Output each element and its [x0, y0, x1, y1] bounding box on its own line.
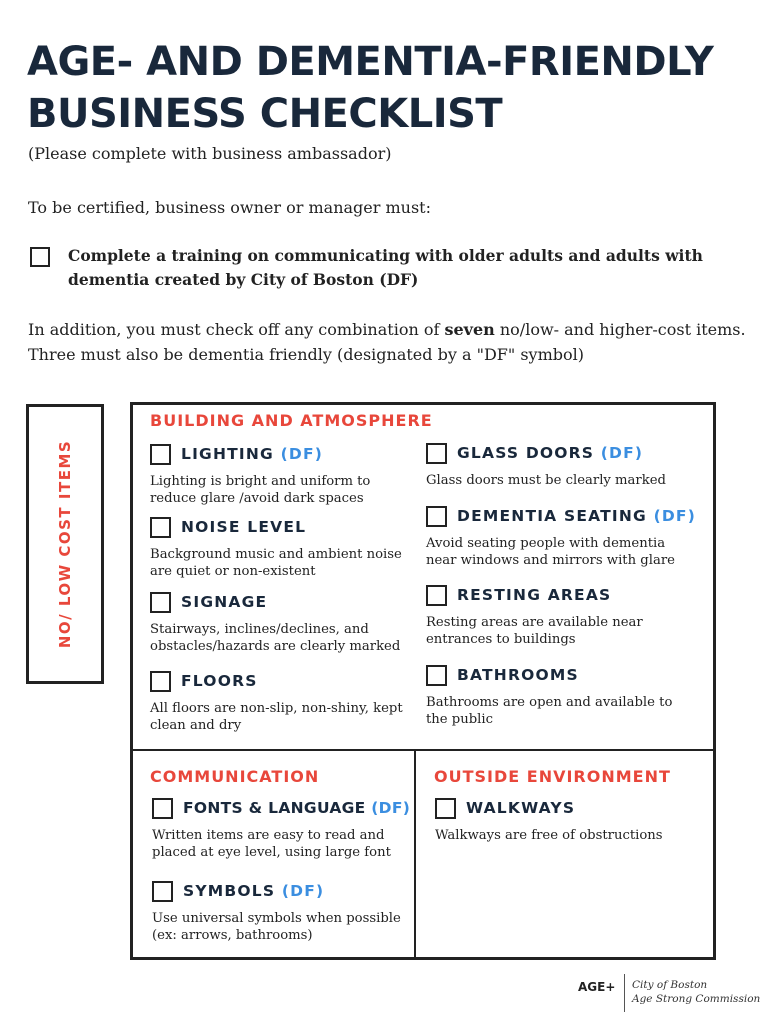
addition-text-2: no/low- and higher-cost items. Three must also be dementia friendly (designated by a "DF" symbol)	[28, 320, 746, 364]
section-title-outside: OUTSIDE ENVIRONMENT	[434, 767, 671, 786]
city-line-2: Age Strong Commission	[632, 993, 761, 1005]
item-name: WALKWAYS	[466, 799, 576, 817]
item-description: Written items are easy to read and placed at eye level, using large font	[152, 828, 391, 860]
city-logo	[632, 978, 760, 1006]
item-name: SYMBOLS	[183, 882, 276, 900]
item-name: DEMENTIA SEATING	[457, 507, 647, 525]
dementia-seating-checkbox[interactable]	[426, 506, 447, 527]
addition-bold: seven	[444, 320, 495, 339]
item-name: NOISE LEVEL	[181, 518, 307, 536]
page-title	[27, 36, 757, 140]
item-description: Use universal symbols when possible (ex: arrows, bathrooms)	[152, 911, 401, 943]
item-name: BATHROOMS	[457, 666, 579, 684]
item-description: Bathrooms are open and available to the public	[426, 695, 673, 727]
df-tag: (DF)	[281, 882, 325, 900]
city-line-1: City of Boston	[632, 979, 708, 991]
fonts-language-checkbox[interactable]	[152, 798, 173, 819]
checklist-item-bathrooms	[426, 665, 696, 728]
df-tag: (DF)	[371, 799, 411, 817]
panel-divider-horizontal	[130, 749, 716, 751]
item-description: Background music and ambient noise are quiet or non-existent	[150, 547, 402, 579]
intro-text: To be certified, business owner or manager must:	[28, 198, 431, 217]
checklist-item-glass-doors	[426, 443, 696, 489]
item-description: Avoid seating people with dementia near windows and mirrors with glare	[426, 536, 675, 568]
glass-doors-checkbox[interactable]	[426, 443, 447, 464]
checklist-item-walkways	[435, 798, 705, 844]
checklist-item-symbols	[152, 881, 422, 944]
subtitle: (Please complete with business ambassador)	[28, 144, 392, 163]
walkways-checkbox[interactable]	[435, 798, 456, 819]
title-line-1: AGE- AND DEMENTIA-FRIENDLY	[27, 39, 714, 85]
item-description: Stairways, inclines/declines, and obstacles/hazards are clearly marked	[150, 622, 401, 654]
checklist-item-signage	[150, 592, 420, 655]
checklist-item-fonts-language	[152, 798, 422, 861]
checklist-item-floors	[150, 671, 420, 734]
item-name: FONTS & LANGUAGE	[183, 799, 366, 817]
item-name: RESTING AREAS	[457, 586, 612, 604]
item-description: Resting areas are available near entrances to buildings	[426, 615, 643, 647]
item-description: Walkways are free of obstructions	[435, 828, 663, 843]
item-description: Glass doors must be clearly marked	[426, 473, 666, 488]
noise-level-checkbox[interactable]	[150, 517, 171, 538]
floors-checkbox[interactable]	[150, 671, 171, 692]
addition-text-1: In addition, you must check off any combination of	[28, 320, 445, 339]
checklist-item-noise-level	[150, 517, 420, 580]
training-requirement-text: Complete a training on communicating with older adults and adults with dementia created by City of Boston (DF)	[68, 246, 703, 289]
df-tag: (DF)	[653, 507, 696, 525]
item-name: LIGHTING	[181, 445, 274, 463]
section-title-communication: COMMUNICATION	[150, 767, 320, 786]
cost-category-text: NO/ LOW COST ITEMS	[56, 439, 74, 649]
checklist-item-resting-areas	[426, 585, 696, 648]
logo-divider	[624, 974, 625, 1012]
section-title-building: BUILDING AND ATMOSPHERE	[150, 411, 433, 430]
addition-paragraph	[28, 317, 758, 367]
title-line-2: BUSINESS CHECKLIST	[27, 91, 503, 137]
item-name: FLOORS	[181, 672, 258, 690]
signage-checkbox[interactable]	[150, 592, 171, 613]
resting-areas-checkbox[interactable]	[426, 585, 447, 606]
bathrooms-checkbox[interactable]	[426, 665, 447, 686]
cost-category-label	[26, 404, 104, 684]
df-tag: (DF)	[600, 444, 644, 462]
item-description: Lighting is bright and uniform to reduce glare /avoid dark spaces	[150, 474, 371, 506]
symbols-checkbox[interactable]	[152, 881, 173, 902]
item-description: All floors are non-slip, non-shiny, kept clean and dry	[150, 701, 403, 733]
checklist-item-dementia-seating	[426, 506, 696, 569]
item-name: GLASS DOORS	[457, 444, 595, 462]
lighting-checkbox[interactable]	[150, 444, 171, 465]
training-checkbox[interactable]	[30, 247, 50, 267]
df-tag: (DF)	[280, 445, 324, 463]
checklist-item-lighting	[150, 444, 420, 507]
age-plus-logo: AGE+	[578, 980, 616, 994]
item-name: SIGNAGE	[181, 593, 268, 611]
